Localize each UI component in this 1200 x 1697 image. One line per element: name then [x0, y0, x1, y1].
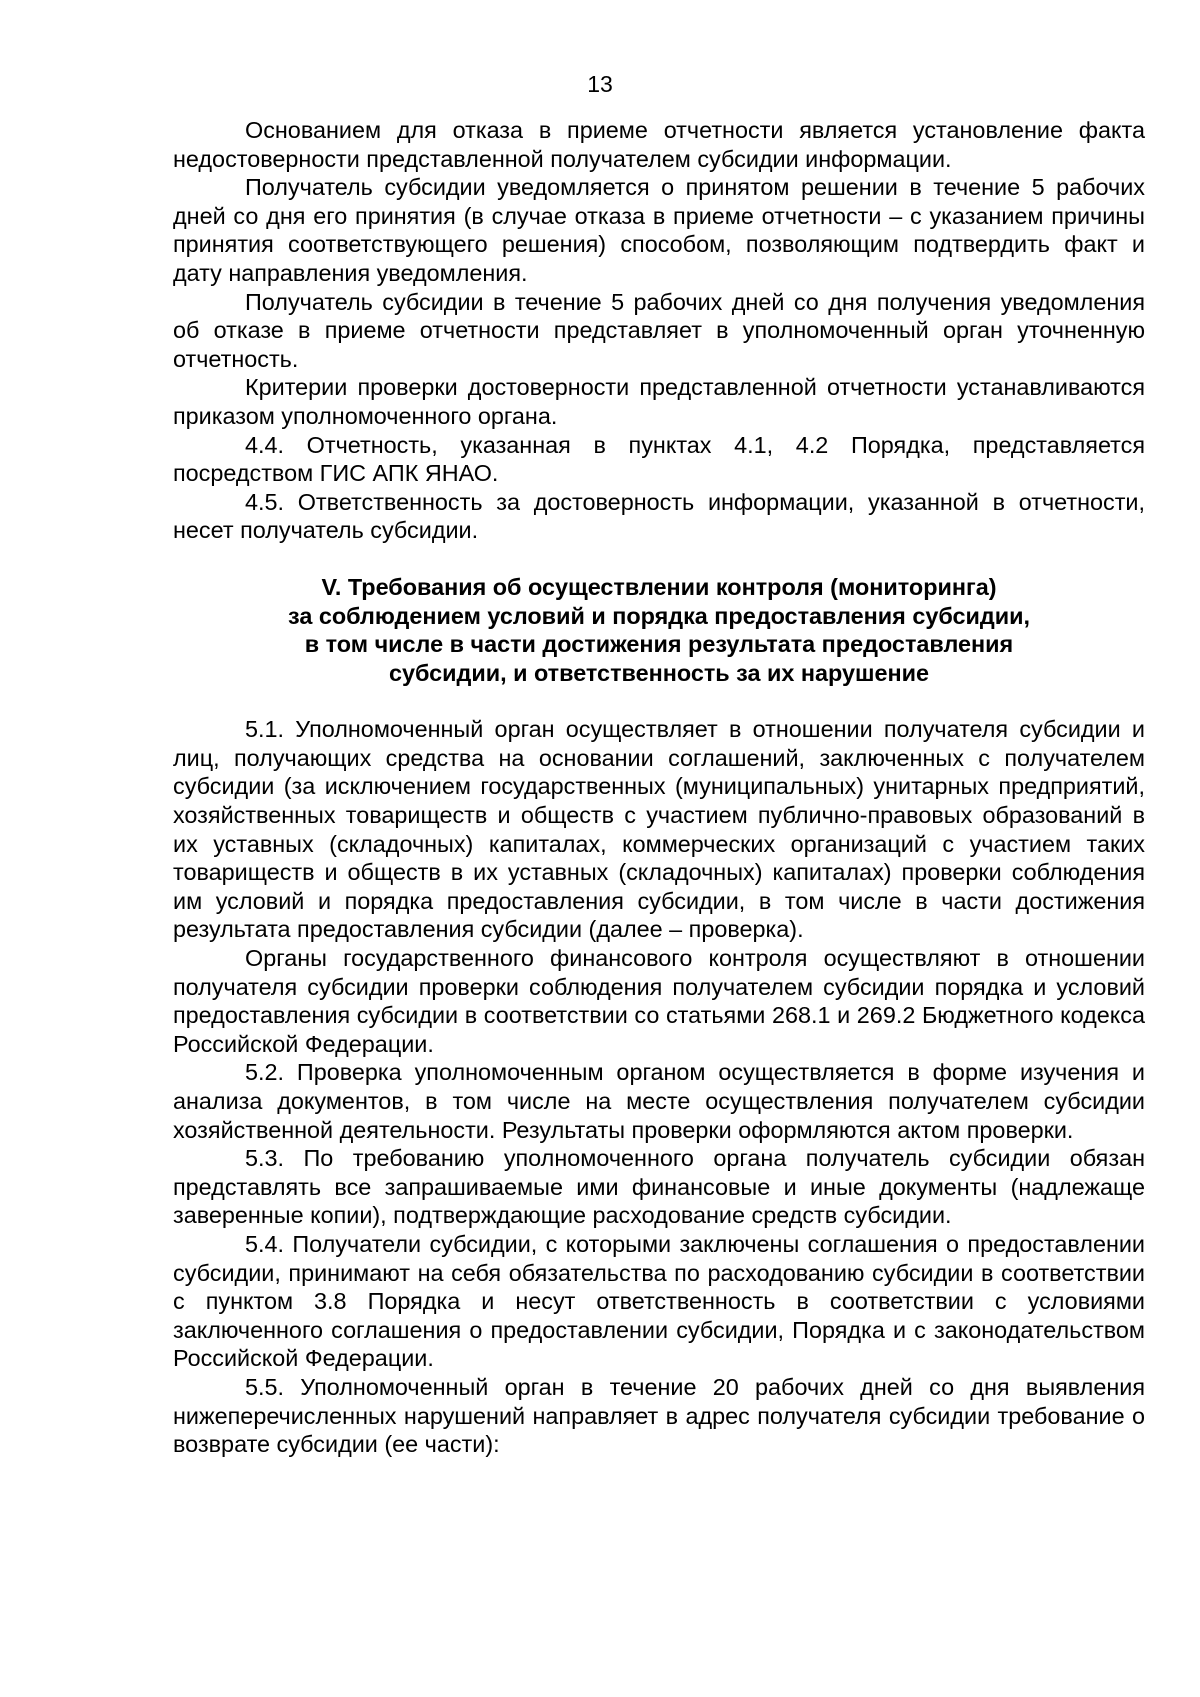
- section-title-line: субсидии, и ответственность за их нарушение: [388, 659, 930, 686]
- section-title-line: в том числе в части достижения результата предоставления: [304, 631, 1014, 658]
- paragraph-5-3: 5.3. По требованию уполномоченного органа получатель субсидии обязан представлять все запрашиваемые ими финансовые и иные документы (надлежаще заверенные копии), подтверждающие расходование средств субсидии.: [173, 1145, 1145, 1229]
- paragraph-5-1: 5.1. Уполномоченный орган осуществляет в отношении получателя субсидии и лиц, получающих средства на основании соглашений, заключенных с получателем субсидии (за исключением государственных (муниципальных) унитарных предприятий, хозяйственных товариществ и обществ с участием публично-правовых образований в их уставных (складочных) капиталах, коммерческих организаций с участием таких товариществ и обществ в их уставных (складочных) капиталах) проверки соблюдения им условий и порядка предоставления субсидии, в том числе в части достижения результата предоставления субсидии (далее – проверка).: [173, 716, 1145, 943]
- paragraph-5-4: 5.4. Получатели субсидии, с которыми заключены соглашения о предоставлении субсидии, принимают на себя обязательства по расходованию субсидии в соответствии с пунктом 3.8 Порядка и несут ответственность в соответствии с условиями заключенного соглашения о предоставлении субсидии, Порядка и с законодательством Российской Федерации.: [173, 1230, 1145, 1372]
- paragraph-5-5: 5.5. Уполномоченный орган в течение 20 рабочих дней со дня выявления нижеперечисленных нарушений направляет в адрес получателя субсидии требование о возврате субсидии (ее части):: [173, 1373, 1145, 1458]
- section-title-line: за соблюдением условий и порядка предоставления субсидии,: [288, 602, 1030, 629]
- paragraph-4-5: 4.5. Ответственность за достоверность информации, указанной в отчетности, несет получатель субсидии.: [173, 488, 1145, 544]
- paragraph-notification: Получатель субсидии уведомляется о принятом решении в течение 5 рабочих дней со дня его принятия (в случае отказа в приеме отчетности – с указанием причины принятия соответствующего решения) способом, позволяющим подтвердить факт и дату направления уведомления.: [173, 174, 1145, 286]
- paragraph-4-4: 4.4. Отчетность, указанная в пунктах 4.1, 4.2 Порядка, представляется посредством ГИС АПК ЯНАО.: [173, 431, 1145, 487]
- paragraph-5-2: 5.2. Проверка уполномоченным органом осуществляется в форме изучения и анализа документов, в том числе на месте осуществления получателем субсидии хозяйственной деятельности. Результаты проверки оформляются актом проверки.: [173, 1059, 1145, 1143]
- document-body: [173, 116, 1145, 1459]
- section-title-line: V. Требования об осуществлении контроля (мониторинга): [321, 573, 997, 600]
- page-number: 13: [587, 71, 613, 97]
- paragraph-verification-criteria: Критерии проверки достоверности представленной отчетности устанавливаются приказом уполномоченного органа.: [173, 374, 1145, 429]
- paragraph-financial-control: Органы государственного финансового контроля осуществляют в отношении получателя субсидии проверки соблюдения получателем субсидии порядка и условий предоставления субсидии в соответствии со статьями 268.1 и 269.2 Бюджетного кодекса Российской Федерации.: [173, 945, 1145, 1057]
- paragraph-corrected-report: Получатель субсидии в течение 5 рабочих дней со дня получения уведомления об отказе в приеме отчетности представляет в уполномоченный орган уточненную отчетность.: [173, 288, 1145, 372]
- section-title: [173, 573, 1145, 687]
- paragraph-refusal-grounds: Основанием для отказа в приеме отчетности является установление факта недостоверности представленной получателем субсидии информации.: [173, 117, 1145, 172]
